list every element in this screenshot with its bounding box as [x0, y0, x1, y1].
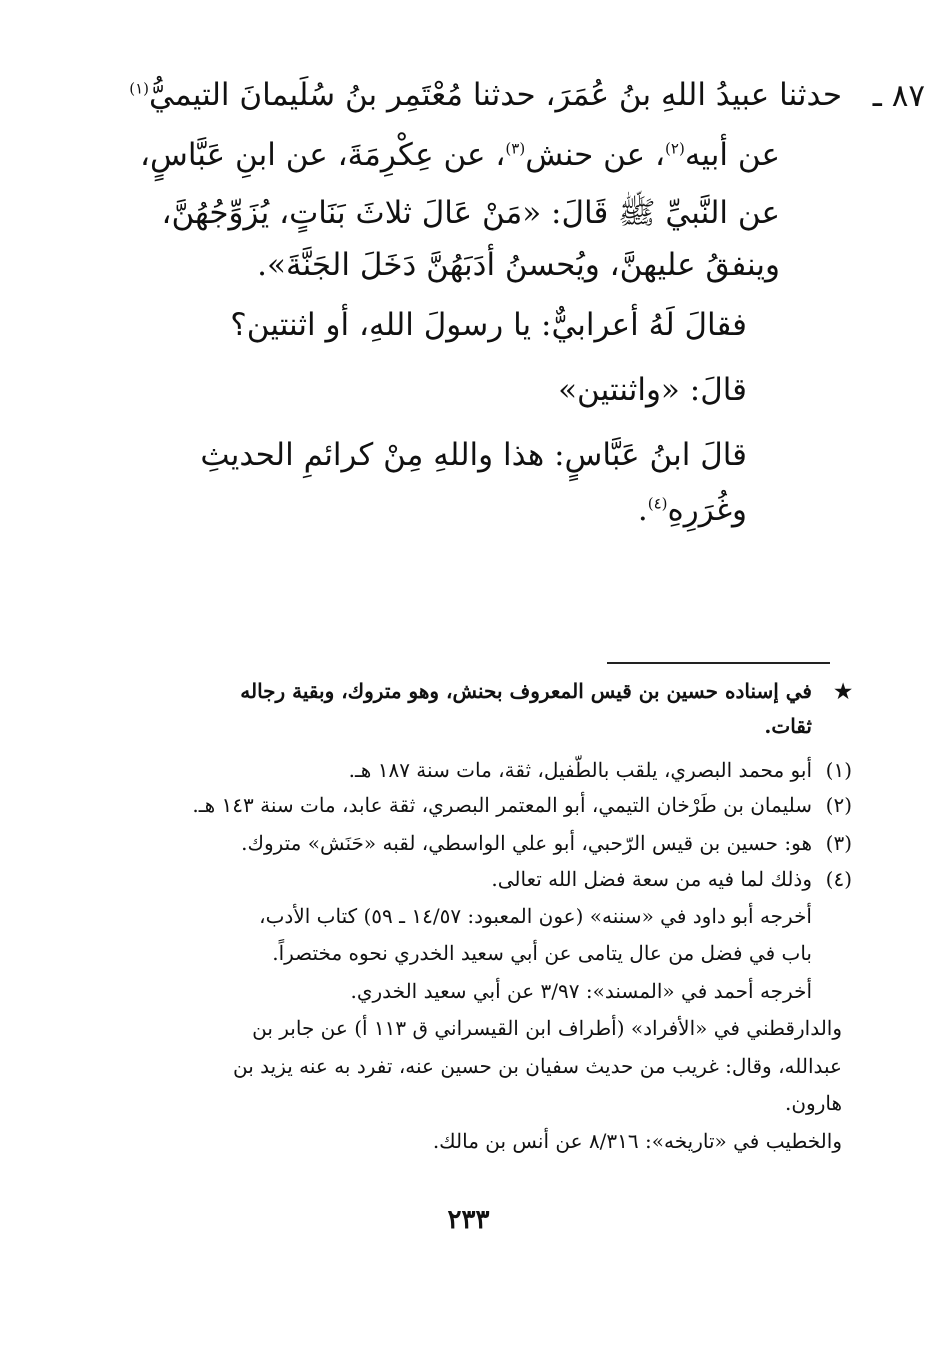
takhrij-text-6: هارون.	[784, 1091, 842, 1115]
takhrij-text-3: أخرجه أحمد في «المسند»: ٣/٩٧ عن أبي سعيد الخدري.	[350, 979, 812, 1003]
hadith-line-1-text: حدثنا عبيدُ اللهِ بنُ عُمَرَ، حدثنا مُعْتَمِر بنُ سُلَيمانَ التيميُّ	[148, 77, 842, 113]
footnote-3-text: هو: حسين بن قيس الرّحبي، أبو علي الواسطي، لقبه «حَنَش» متروك.	[241, 831, 812, 855]
hadith-line-8a: وغُرَرِهِ	[667, 492, 747, 528]
star-note-text-2: ثقات.	[764, 714, 812, 738]
star-note-text-1: في إسناده حسين بن قيس المعروف بحنش، وهو متروك، وبقية رجاله	[240, 679, 812, 703]
takhrij-text-7: والخطيب في «تاريخه»: ٨/٣١٦ عن أنس بن مالك.	[432, 1129, 842, 1153]
footnote-ref-3: (٣)	[505, 139, 526, 158]
hadith-line-8b: .	[637, 492, 648, 528]
hadith-number-label: ٨٧ ـ	[872, 78, 925, 114]
footnote-ref-2: (٢)	[665, 139, 685, 158]
hadith-line-4: وينفقُ عليهنَّ، ويُحسنُ أدَبَهُنَّ دَخَلَ الجَنَّةَ».	[257, 247, 780, 283]
footnote-ref-1: (١)	[129, 79, 149, 98]
footnote-1-text: أبو محمد البصري، يلقب بالطّفيل، ثقة، مات سنة ١٨٧ هـ.	[348, 758, 812, 782]
star-icon: ★	[834, 679, 852, 703]
footnote-separator	[607, 662, 830, 664]
footnote-4-text: وذلك لما فيه من سعة فضل الله تعالى.	[491, 867, 812, 891]
takhrij-text-5: عبدالله، وقال: غريب من حديث سفيان بن حسين عنه، تفرد به عنه يزيد بن	[232, 1054, 842, 1078]
hadith-line-8	[638, 493, 747, 529]
hadith-line-2a: عن أبيه	[684, 137, 780, 173]
takhrij-text-1: أخرجه أبو داود في «سننه» (عون المعبود: ١٤/٥٧ ـ ٥٩) كتاب الأدب،	[259, 904, 812, 928]
footnote-2-text: سليمان بن طَرْخان التيمي، أبو المعتمر البصري، ثقة عابد، مات سنة ١٤٣ هـ.	[192, 793, 812, 817]
page-number: ٢٣٣	[447, 1205, 490, 1235]
hadith-line-2	[140, 138, 780, 174]
takhrij-text-4: والدارقطني في «الأفراد» (أطراف ابن القيسراني ق ١١٣ أ) عن جابر بن	[252, 1016, 842, 1040]
hadith-line-2b: ، عن حنش	[525, 137, 666, 173]
takhrij-text-2: باب في فضل من عال يتامى عن أبي سعيد الخدري نحوه مختصراً.	[272, 941, 812, 965]
hadith-line-1	[129, 78, 842, 114]
footnote-4-mark: (٤)	[825, 867, 852, 891]
footnote-1-mark: (١)	[825, 758, 852, 782]
hadith-line-2c: ، عن عِكْرِمَةَ، عن ابنِ عَبَّاسٍ،	[140, 137, 506, 173]
hadith-line-3: عن النَّبيِّ ﷺ قَالَ: «مَنْ عَالَ ثلاثَ بَنَاتٍ، يُزَوِّجُهُنَّ،	[161, 195, 780, 231]
footnote-2-mark: (٢)	[825, 793, 852, 817]
footnote-ref-4: (٤)	[647, 494, 668, 513]
footnote-3-mark: (٣)	[825, 831, 852, 855]
hadith-line-6: قالَ: «واثنتين»	[558, 372, 747, 408]
hadith-line-5: فقالَ لَهُ أعرابيٌّ: يا رسولَ اللهِ، أو اثنتين؟	[230, 307, 747, 343]
hadith-line-7: قالَ ابنُ عَبَّاسٍ: هذا واللهِ مِنْ كرائمِ الحديثِ	[200, 437, 747, 473]
